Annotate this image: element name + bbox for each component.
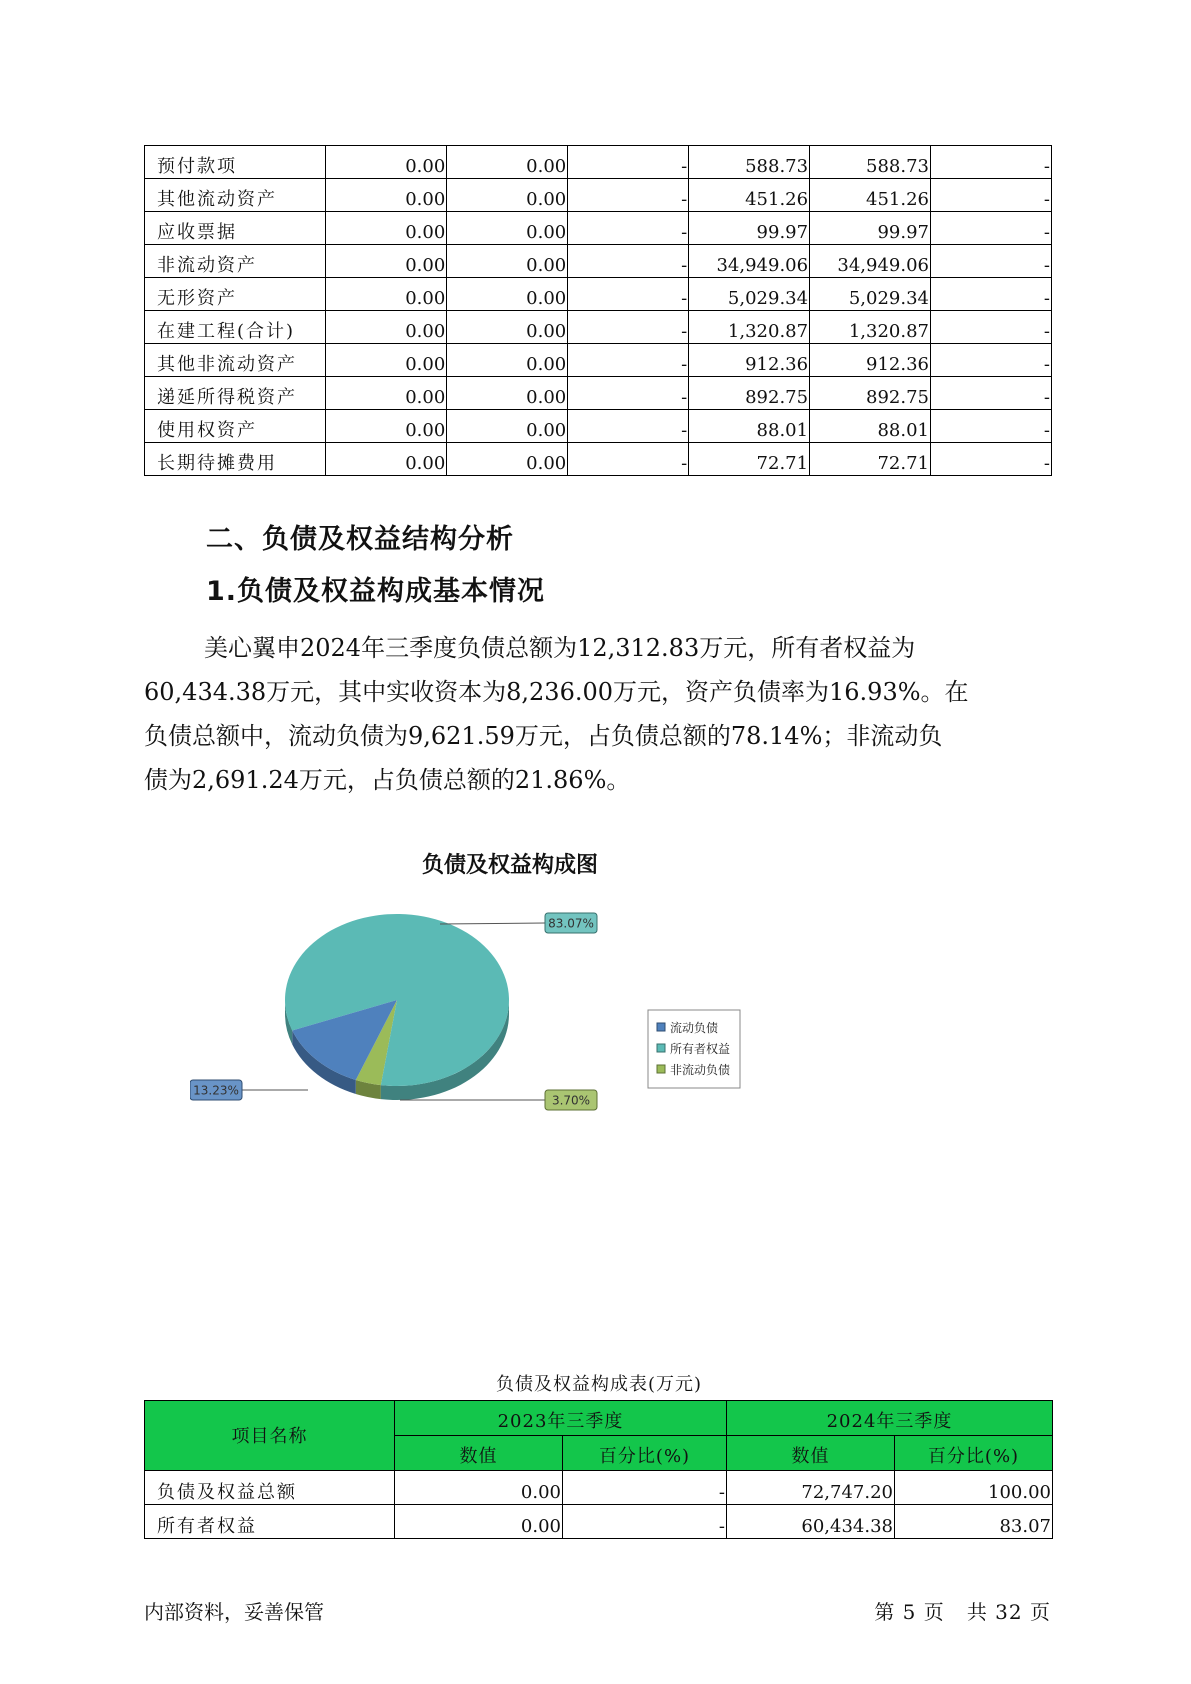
header-pct: 百分比(%) [563, 1436, 727, 1471]
cell-value: 0.00 [326, 179, 447, 212]
data-label: 3.70% [551, 1093, 591, 1108]
cell-value: 5,029.34 [689, 278, 810, 311]
cell-value: 588.73 [689, 146, 810, 179]
equity-table [144, 1400, 1053, 1539]
header-period-2024: 2024年三季度 [727, 1401, 1053, 1436]
cell-value: 0.00 [326, 410, 447, 443]
legend-label: 所有者权益 [670, 1042, 731, 1056]
header-item-name: 项目名称 [145, 1401, 395, 1471]
cell-value: 0.00 [447, 212, 568, 245]
cell-value: 88.01 [689, 410, 810, 443]
cell-value: 72,747.20 [727, 1471, 895, 1505]
body-paragraph [144, 626, 1054, 802]
cell-value: 0.00 [326, 278, 447, 311]
cell-value: - [568, 278, 689, 311]
pie-chart [190, 900, 830, 1160]
footer-note: 内部资料，妥善保管 [144, 1600, 324, 1624]
chart-title: 负债及权益构成图 [421, 853, 598, 878]
paragraph-line: 债为2,691.24万元，占负债总额的21.86%。 [144, 766, 631, 794]
cell-value: - [931, 179, 1052, 212]
cell-value: 0.00 [326, 344, 447, 377]
asset-table [144, 145, 1052, 476]
cell-value: - [931, 245, 1052, 278]
cell-value: 1,320.87 [689, 311, 810, 344]
table-row [145, 245, 1052, 278]
cell-value: 60,434.38 [727, 1505, 895, 1539]
data-label: 83.07% [548, 916, 594, 931]
cell-value: 0.00 [447, 245, 568, 278]
cell-value: - [568, 179, 689, 212]
table-row [145, 377, 1052, 410]
row-label: 所有者权益 [145, 1505, 395, 1539]
row-label: 应收票据 [145, 212, 326, 245]
cell-value: 72.71 [810, 443, 931, 476]
cell-value: 588.73 [810, 146, 931, 179]
cell-value: 0.00 [326, 311, 447, 344]
cell-value: - [931, 278, 1052, 311]
cell-value: 5,029.34 [810, 278, 931, 311]
section-heading: 二、负债及权益结构分析 [206, 524, 514, 555]
row-label: 其他流动资产 [145, 179, 326, 212]
cell-value: 1,320.87 [810, 311, 931, 344]
cell-value: 912.36 [810, 344, 931, 377]
cell-value: - [568, 146, 689, 179]
cell-value: 88.01 [810, 410, 931, 443]
legend-label: 非流动负债 [670, 1063, 731, 1077]
subsection-heading: 1.负债及权益构成基本情况 [206, 576, 546, 607]
cell-value: 72.71 [689, 443, 810, 476]
paragraph-line: 负债总额中，流动负债为9,621.59万元，占负债总额的78.14%；非流动负 [144, 722, 943, 750]
cell-value: - [568, 344, 689, 377]
cell-value: 0.00 [326, 377, 447, 410]
row-label: 长期待摊费用 [145, 443, 326, 476]
table-row [145, 212, 1052, 245]
header-value: 数值 [395, 1436, 563, 1471]
row-label: 使用权资产 [145, 410, 326, 443]
cell-value: 0.00 [447, 146, 568, 179]
cell-value: - [563, 1505, 727, 1539]
cell-value: - [931, 212, 1052, 245]
row-label: 递延所得税资产 [145, 377, 326, 410]
cell-value: 0.00 [447, 344, 568, 377]
cell-value: 100.00 [895, 1471, 1053, 1505]
cell-value: - [568, 410, 689, 443]
table-row [145, 179, 1052, 212]
cell-value: 892.75 [810, 377, 931, 410]
cell-value: - [568, 311, 689, 344]
legend-swatch [657, 1044, 665, 1052]
cell-value: 0.00 [326, 245, 447, 278]
legend-label: 流动负债 [670, 1021, 719, 1035]
table-row [145, 410, 1052, 443]
table-row [145, 278, 1052, 311]
header-pct: 百分比(%) [895, 1436, 1053, 1471]
cell-value: - [931, 311, 1052, 344]
leader-line [440, 923, 545, 924]
row-label: 无形资产 [145, 278, 326, 311]
cell-value: 0.00 [395, 1471, 563, 1505]
cell-value: 0.00 [447, 311, 568, 344]
table-row [145, 1471, 1053, 1505]
cell-value: 0.00 [395, 1505, 563, 1539]
header-period-2023: 2023年三季度 [395, 1401, 727, 1436]
table-row [145, 146, 1052, 179]
cell-value: 0.00 [447, 278, 568, 311]
cell-value: 0.00 [326, 146, 447, 179]
cell-value: 99.97 [689, 212, 810, 245]
cell-value: - [563, 1471, 727, 1505]
page-number: 第 5 页 共 32 页 [874, 1600, 1051, 1624]
cell-value: - [931, 443, 1052, 476]
cell-value: 912.36 [689, 344, 810, 377]
cell-value: 99.97 [810, 212, 931, 245]
header-value: 数值 [727, 1436, 895, 1471]
row-label: 非流动资产 [145, 245, 326, 278]
cell-value: - [568, 245, 689, 278]
legend-swatch [657, 1065, 665, 1073]
cell-value: 34,949.06 [810, 245, 931, 278]
paragraph-line: 美心翼申2024年三季度负债总额为12,312.83万元，所有者权益为 [204, 634, 916, 662]
cell-value: - [568, 377, 689, 410]
row-label: 其他非流动资产 [145, 344, 326, 377]
cell-value: - [931, 377, 1052, 410]
cell-value: 892.75 [689, 377, 810, 410]
cell-value: - [568, 212, 689, 245]
row-label: 负债及权益总额 [145, 1471, 395, 1505]
table-row [145, 1505, 1053, 1539]
legend-swatch [657, 1023, 665, 1031]
cell-value: 0.00 [447, 179, 568, 212]
row-label: 在建工程(合计) [145, 311, 326, 344]
cell-value: - [931, 344, 1052, 377]
table-row [145, 311, 1052, 344]
cell-value: 0.00 [326, 212, 447, 245]
cell-value: 0.00 [447, 377, 568, 410]
cell-value: 0.00 [447, 410, 568, 443]
cell-value: 0.00 [326, 443, 447, 476]
cell-value: 451.26 [810, 179, 931, 212]
cell-value: 0.00 [447, 443, 568, 476]
table-row [145, 443, 1052, 476]
cell-value: 83.07 [895, 1505, 1053, 1539]
data-label: 13.23% [193, 1083, 239, 1098]
row-label: 预付款项 [145, 146, 326, 179]
table-row [145, 344, 1052, 377]
cell-value: 34,949.06 [689, 245, 810, 278]
cell-value: - [568, 443, 689, 476]
cell-value: - [931, 410, 1052, 443]
paragraph-line: 60,434.38万元，其中实收资本为8,236.00万元，资产负债率为16.93%。在 [144, 678, 969, 706]
table-caption: 负债及权益构成表(万元) [495, 1374, 703, 1395]
cell-value: 451.26 [689, 179, 810, 212]
chart-legend [648, 1010, 740, 1088]
cell-value: - [931, 146, 1052, 179]
